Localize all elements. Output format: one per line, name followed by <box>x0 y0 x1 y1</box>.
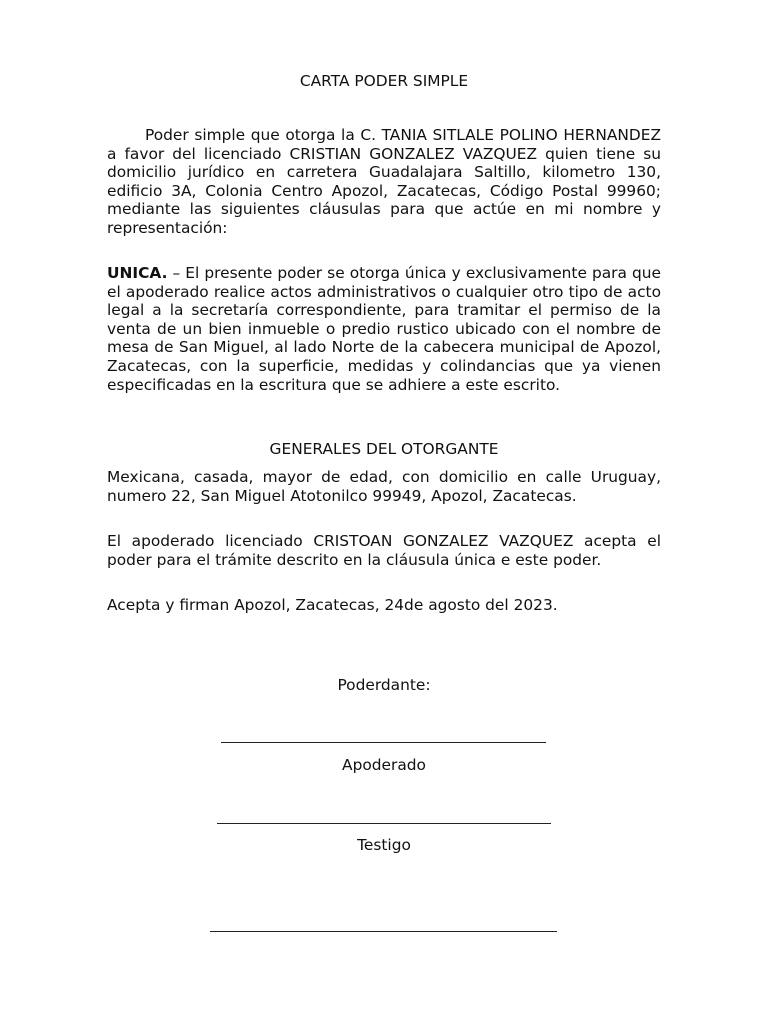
apoderado-paragraph: El apoderado licenciado CRISTOAN GONZALEZ VAZQUEZ acepta el poder para el trámite descrito en la cláusula única e este poder. <box>107 532 661 569</box>
generales-paragraph: Mexicana, casada, mayor de edad, con domicilio en calle Uruguay, numero 22, San Miguel Atotonilco 99949, Apozol, Zacatecas. <box>107 468 661 505</box>
clause-text: – El presente poder se otorga única y exclusivamente para que el apoderado realice actos administrativos o cualquier otro tipo de acto legal a la secretaría correspondiente, para tramitar el permiso de la venta de un bien inmueble o predio rustico ubicado con el nombre de mesa de San Miguel, al lado Norte de la cabecera municipal de Apozol, Zacatecas, con la superficie, medidas y colindancias que ya vienen especificadas en la escritura que se adhiere a este escrito. <box>107 264 661 394</box>
signature-line-apoderado <box>217 823 551 824</box>
signature-line-poderdante <box>221 742 546 743</box>
signature-line-testigo <box>210 931 557 932</box>
poderdante-label: Poderdante: <box>337 676 431 694</box>
clause-label: UNICA. <box>107 264 168 282</box>
generales-heading: GENERALES DEL OTORGANTE <box>269 440 499 458</box>
intro-paragraph: Poder simple que otorga la C. TANIA SITLALE POLINO HERNANDEZ a favor del licenciado CRISTIAN GONZALEZ VAZQUEZ quien tiene su domicilio jurídico en carretera Guadalajara Saltillo, kilometro 130, edificio 3A, Colonia Centro Apozol, Zacatecas, Código Postal 99960; mediante las siguientes cláusulas para que actúe en mi nombre y representación: <box>107 126 661 237</box>
apoderado-label: Apoderado <box>342 756 426 774</box>
clause-paragraph <box>107 264 661 394</box>
closing-paragraph: Acepta y firman Apozol, Zacatecas, 24de agosto del 2023. <box>107 596 558 614</box>
document-title: CARTA PODER SIMPLE <box>299 72 469 90</box>
testigo-label: Testigo <box>357 836 411 854</box>
